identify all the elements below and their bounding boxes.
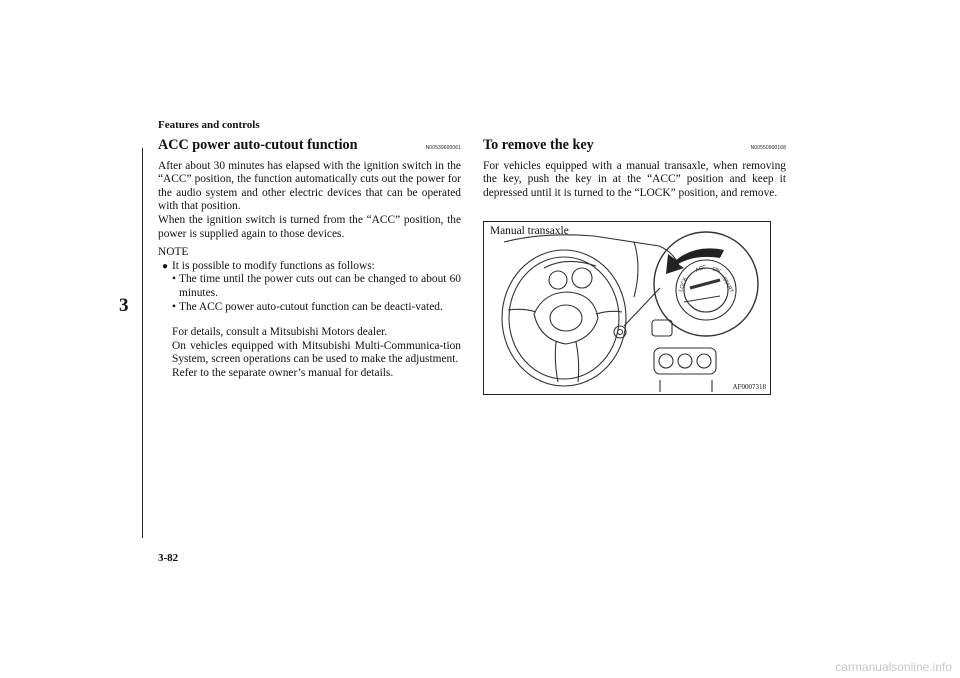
watermark: carmanualsonline.info xyxy=(835,660,952,674)
note-paragraph: Refer to the separate owner’s manual for details. xyxy=(172,366,394,379)
sub-bullet-icon: • xyxy=(172,273,176,286)
acc-cutout-code: N00539600061 xyxy=(425,145,461,151)
note-label: NOTE xyxy=(158,246,189,259)
acc-cutout-heading-row xyxy=(158,139,461,156)
figure-caption: Manual transaxle xyxy=(490,225,569,237)
manual-transaxle-figure xyxy=(483,221,771,395)
bullet-dot-icon: ● xyxy=(162,260,169,272)
acc-cutout-section xyxy=(158,139,461,381)
switch-label-start: START xyxy=(720,276,735,295)
page-number: 3-82 xyxy=(158,552,179,564)
remove-key-paragraph: For vehicles equipped with a manual transaxle, when removing the key, push the key in at the “ACC” position and keep it depressed until it is turned to the “LOCK” position, and remove. xyxy=(483,159,786,199)
steering-wheel-illustration xyxy=(484,222,770,394)
note-sub-item xyxy=(158,273,461,300)
remove-key-section xyxy=(483,139,786,200)
remove-key-code: N00550900168 xyxy=(750,145,786,151)
acc-cutout-paragraph-1: After about 30 minutes has elapsed with the ignition switch in the “ACC” position, the function automatically cuts out the power for the audio system and other electric devices that can be operated with that position. xyxy=(158,159,461,213)
note-sub-item xyxy=(158,301,461,315)
note-sub-item-text: The ACC power auto-cutout function can be deacti-vated. xyxy=(179,300,443,313)
chapter-number: 3 xyxy=(119,295,129,316)
switch-label-lock: LOCK xyxy=(678,276,690,293)
note-bullet xyxy=(158,260,461,274)
remove-key-heading-row xyxy=(483,139,786,156)
switch-label-acc: ACC xyxy=(694,264,708,274)
switch-label-on: ON xyxy=(711,266,722,275)
remove-key-heading: To remove the key xyxy=(483,137,594,153)
note-paragraph: On vehicles equipped with Mitsubishi Multi-Communica-tion System, screen operations can be used to make the adjustment. xyxy=(172,339,461,366)
note-sub-item-text: The time until the power cuts out can be changed to about 60 minutes. xyxy=(179,273,461,299)
chapter-divider xyxy=(142,148,143,538)
sub-bullet-icon: • xyxy=(172,300,176,313)
figure-code: AF0007318 xyxy=(732,383,766,391)
acc-cutout-heading: ACC power auto-cutout function xyxy=(158,137,358,153)
section-header: Features and controls xyxy=(158,119,260,131)
note-bullet-text: It is possible to modify functions as follows: xyxy=(172,259,375,272)
note-paragraph: For details, consult a Mitsubishi Motors dealer. xyxy=(172,326,388,339)
acc-cutout-paragraph-2: When the ignition switch is turned from the “ACC” position, the power is supplied again to those devices. xyxy=(158,213,461,240)
